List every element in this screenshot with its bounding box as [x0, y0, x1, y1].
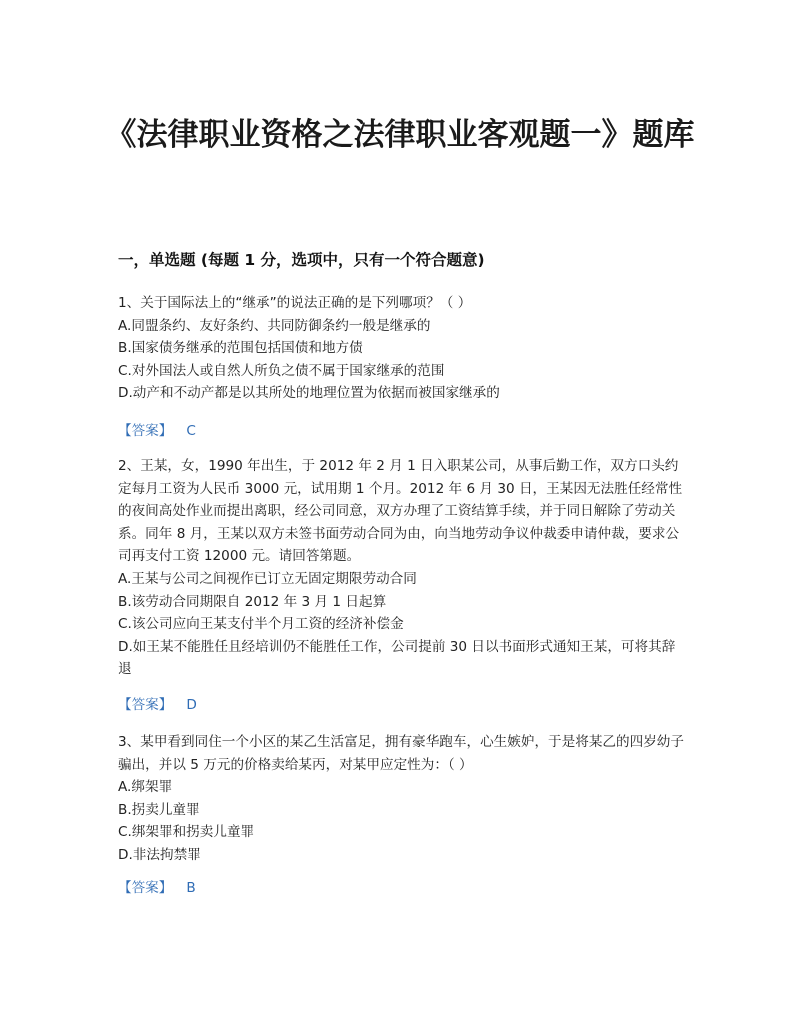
answer-value: C [186, 423, 196, 439]
answer-label: 【答案】 [118, 880, 173, 896]
option-a: A.王某与公司之间视作已订立无固定期限劳动合同 [118, 570, 417, 587]
section-heading: 一，单选题 (每题 1 分，选项中，只有一个符合题意) [118, 251, 485, 269]
option-c: C.绑架罪和拐卖儿童罪 [118, 824, 255, 841]
option-b: B.该劳动合同期限自 2012 年 3 月 1 日起算 [118, 593, 387, 610]
option-a: A.同盟条约、友好条约、共同防御条约一般是继承的 [118, 317, 431, 334]
option-c: C.该公司应向王某支付半个月工资的经济补偿金 [118, 616, 404, 633]
answer-line-2 [118, 695, 197, 715]
option-d: D.非法拘禁罪 [118, 846, 201, 863]
question-stem: 1、关于国际法上的“继承”的说法正确的是下列哪项？（ ） [118, 295, 472, 311]
answer-line-3 [118, 878, 196, 898]
option-d: D.如王某不能胜任且经培训仍不能胜任工作，公司提前 30 日以书面形式通知王某，可将其辞退 [118, 638, 676, 678]
question-2 [118, 455, 688, 681]
question-3 [118, 731, 688, 867]
option-b: B.拐卖儿童罪 [118, 801, 200, 818]
answer-value: B [186, 880, 196, 896]
option-b: B.国家债务继承的范围包括国债和地方债 [118, 340, 363, 357]
option-c: C.对外国法人或自然人所负之债不属于国家继承的范围 [118, 362, 445, 379]
option-d: D.动产和不动产都是以其所处的地理位置为依据而被国家继承的 [118, 385, 500, 402]
answer-label: 【答案】 [118, 423, 173, 439]
answer-value: D [186, 697, 197, 713]
answer-line-1 [118, 421, 196, 441]
option-a: A.绑架罪 [118, 779, 173, 796]
answer-label: 【答案】 [118, 697, 173, 713]
question-stem: 3、某甲看到同住一个小区的某乙生活富足，拥有豪华跑车，心生嫉妒，于是将某乙的四岁幼子骗出，并以 5 万元的价格卖给某丙，对某甲应定性为：（ ） [118, 734, 684, 773]
document-title: 《法律职业资格之法律职业客观题一》题库 [105, 117, 695, 153]
question-stem: 2、王某，女，1990 年出生，于 2012 年 2 月 1 日入职某公司，从事后勤工作，双方口头约定每月工资为人民币 3000 元，试用期 1 个月。2012 年 6 月 30 日，王某因无法胜任经常性的夜间高处作业而提出离职，经公司同意，双方办理了工资结算手续，并于同日解除了劳动关系。同年 8 月，王某以双方未签书面劳动合同为由，向当地劳动争议仲裁委申请仲裁，要求公司再支付工资 12000 元。请回答第题。 [118, 458, 683, 565]
question-1 [118, 292, 688, 405]
